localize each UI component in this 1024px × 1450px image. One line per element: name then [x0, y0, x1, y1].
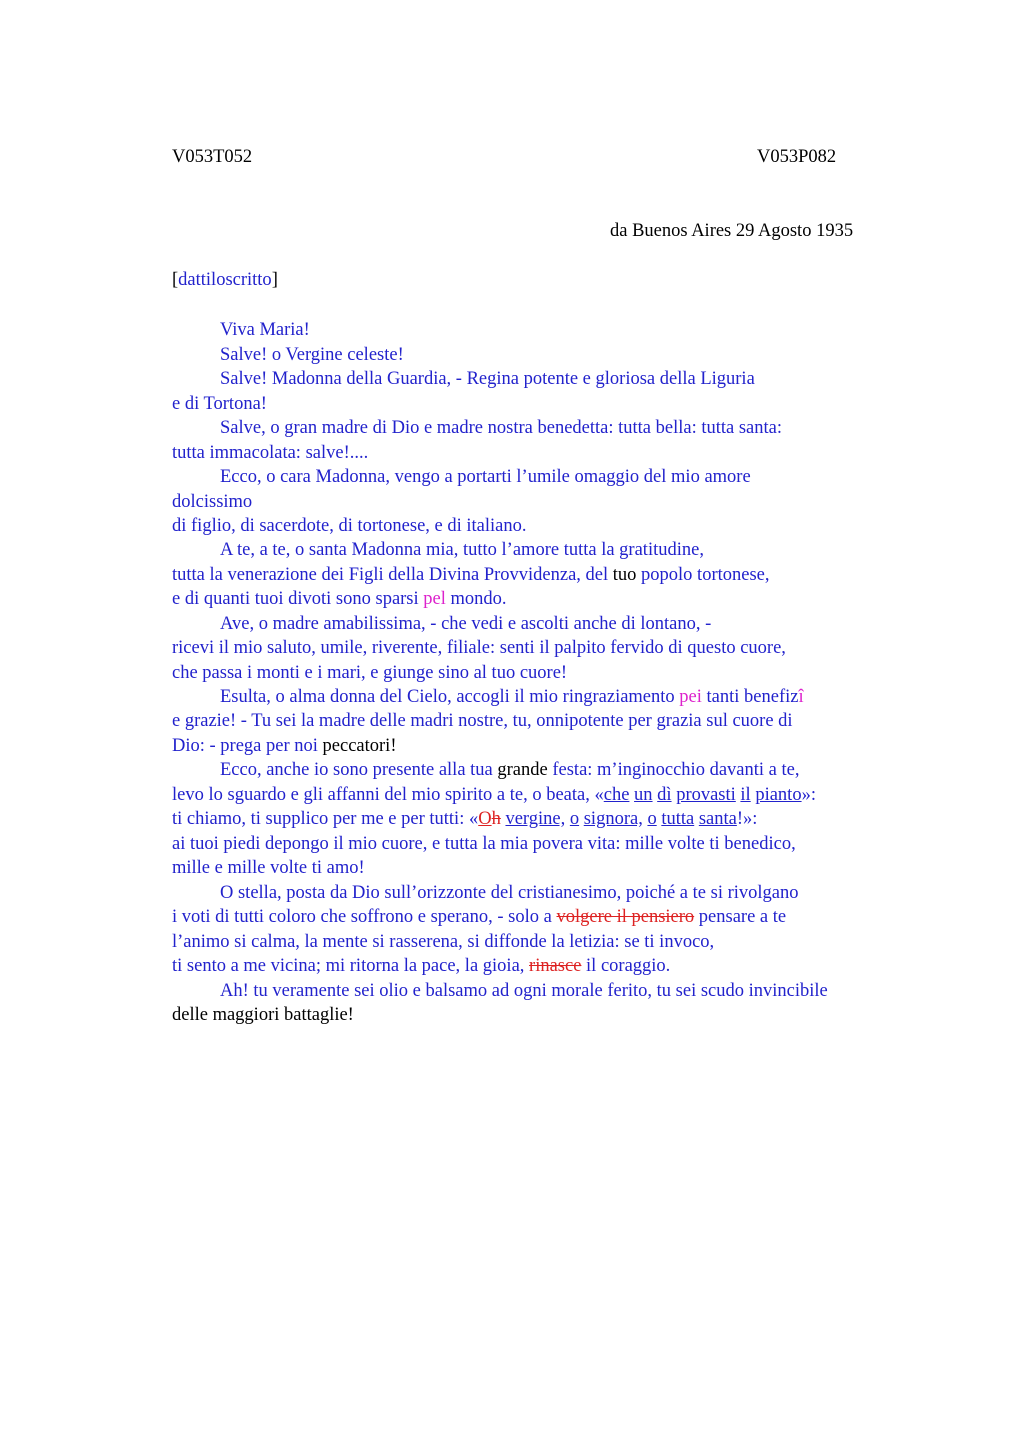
deleted-text: rinasce [529, 956, 582, 976]
letter-line: Salve, o gran madre di Dio e madre nostra benedetta: tutta bella: tutta santa: [220, 418, 783, 438]
text-segment: Ecco, anche io sono presente alla tua [220, 760, 493, 780]
underlined-word: dì [657, 785, 672, 805]
underlined-word: utta [666, 809, 695, 829]
letter-line: e grazie! - Tu sei la madre delle madri nostre, tu, onnipotente per grazia sul cuore di [172, 711, 793, 731]
text-segment: !»: [736, 809, 758, 829]
letter-line: A te, a te, o santa Madonna mia, tutto l’amore tutta la gratitudine, [220, 540, 704, 560]
text-segment: festa: m’inginocchio davanti a te, [552, 760, 800, 780]
note-close-bracket: ] [271, 270, 278, 290]
underlined-word: pianto [755, 785, 802, 805]
letter-line: che passa i monti e i mari, e giunge sino al tuo cuore! [172, 663, 568, 683]
text-segment: i voti di tutti coloro che soffrono e sperano, - solo a [172, 907, 552, 927]
underlined-word: santa [698, 809, 737, 829]
transcription-note [172, 270, 278, 291]
text-segment-pink: pel [423, 589, 446, 609]
underlined-word: signora, [583, 809, 643, 829]
letter-line: Ah! tu veramente sei olio e balsamo ad ogni morale ferito, tu sei scudo invincibile [220, 981, 828, 1001]
underlined-word: vergine, [505, 809, 566, 829]
note-text: dattiloscritto [178, 270, 272, 290]
text-segment: tanti benefiz [706, 687, 799, 707]
letter-line [172, 807, 757, 831]
letter-line: Ecco, o cara Madonna, vengo a portarti l’umile omaggio del mio amore [220, 467, 751, 487]
text-segment: il coraggio. [586, 956, 671, 976]
underlined-word: un [634, 785, 653, 805]
underlined-word: o [647, 809, 657, 829]
letter-line: mille e mille volte ti amo! [172, 858, 365, 878]
letter-line: l’animo si calma, la mente si rasserena, si diffonde la letizia: se ti invoco, [172, 932, 715, 952]
letter-line: ai tuoi piedi depongo il mio cuore, e tutta la mia povera vita: mille volte ti benedico, [172, 834, 796, 854]
document-code-right: V053P082 [757, 147, 837, 167]
letter-line [172, 587, 507, 611]
text-segment: popolo tortonese, [641, 565, 770, 585]
letter-line: di figlio, di sacerdote, di tortonese, e di italiano. [172, 516, 527, 536]
letter-date: da Buenos Aires 29 Agosto 1935 [610, 221, 854, 241]
text-segment-black: peccatori! [322, 736, 397, 756]
text-segment-black: tuo [612, 565, 637, 585]
text-segment-pink: pei [679, 687, 702, 707]
letter-line [172, 783, 816, 807]
letter-line: delle maggiori battaglie! [172, 1005, 354, 1025]
underlined-word: il [740, 785, 751, 805]
text-segment: Dio: - prega per noi [172, 736, 318, 756]
text-segment: levo lo sguardo e gli affanni del mio spirito a te, o beata, « [172, 785, 604, 805]
letter-line: e di Tortona! [172, 394, 267, 414]
text-segment-pink: î [798, 687, 804, 707]
document-code-left: V053T052 [172, 147, 253, 167]
text-segment: Esulta, o alma donna del Cielo, accogli il mio ringraziamento [220, 687, 675, 707]
underlined-word: o [569, 809, 580, 829]
letter-line [220, 685, 804, 709]
underlined-letter-red: O [478, 809, 492, 829]
text-segment: ti chiamo, ti supplico per me e per tutti: « [172, 809, 479, 829]
text-segment: ti sento a me vicina; mi ritorna la pace, la gioia, [172, 956, 525, 976]
letter-line: O stella, posta da Dio sull’orizzonte del cristianesimo, poiché a te si rivolgano [220, 883, 799, 903]
letter-line: Salve! o Vergine celeste! [220, 345, 404, 365]
note-open-bracket: [ [172, 270, 179, 290]
letter-line: Salve! Madonna della Guardia, - Regina potente e gloriosa della Liguria [220, 369, 755, 389]
text-segment-black: grande [497, 760, 548, 780]
deleted-letter: h [491, 809, 501, 829]
text-segment: »: [801, 785, 816, 805]
letter-line: tutta immacolata: salve!.... [172, 443, 369, 463]
deleted-text: volgere il pensiero [556, 907, 695, 927]
letter-line [220, 758, 799, 782]
letter-line: dolcissimo [172, 492, 253, 512]
letter-line: Viva Maria! [220, 320, 310, 340]
text-segment: pensare a te [698, 907, 787, 927]
letter-line: ricevi il mio saluto, umile, riverente, filiale: senti il palpito fervido di questo cuore, [172, 638, 786, 658]
letter-line [172, 734, 396, 758]
letter-line [172, 905, 786, 929]
letter-line [172, 954, 670, 978]
text-segment: tutta la venerazione dei Figli della Divina Provvidenza, del [172, 565, 609, 585]
underlined-word: provasti [676, 785, 736, 805]
underlined-letter: t [661, 809, 667, 829]
letter-line: Ave, o madre amabilissima, - che vedi e ascolti anche di lontano, - [220, 614, 712, 634]
text-segment: mondo. [450, 589, 507, 609]
underlined-word: che [603, 785, 630, 805]
letter-line [172, 563, 770, 587]
text-segment: e di quanti tuoi divoti sono sparsi [172, 589, 419, 609]
